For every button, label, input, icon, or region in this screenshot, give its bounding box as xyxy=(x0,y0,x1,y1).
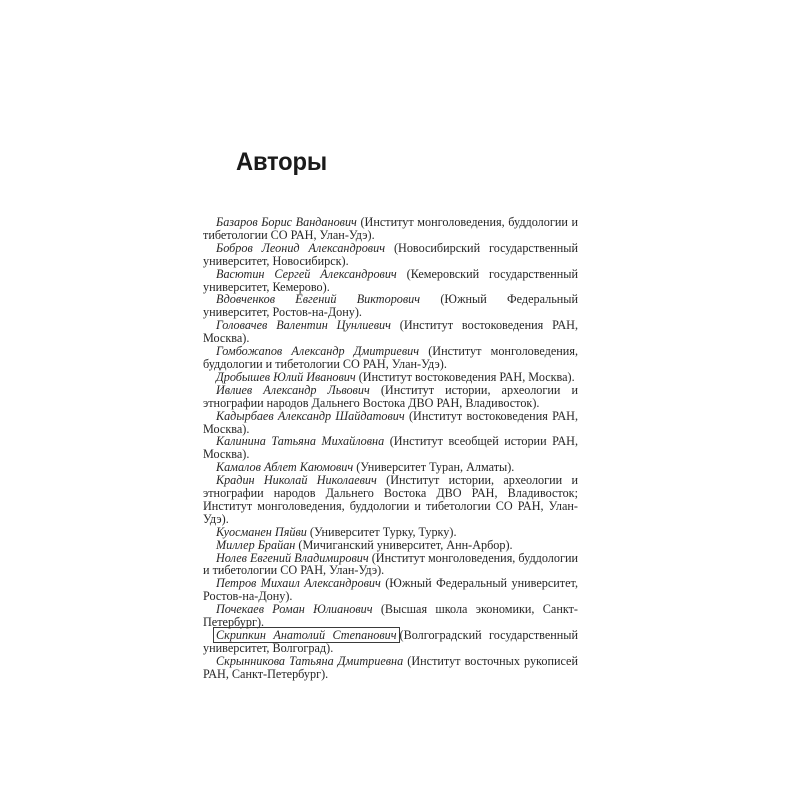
author-entry xyxy=(203,319,578,345)
author-affiliation: (Институт монголоведения, буддологии и тибетологии СО РАН, Улан-Удэ). xyxy=(203,215,579,242)
author-name: Вдовченков Евгений Викторович xyxy=(216,292,421,307)
author-entry xyxy=(203,293,578,319)
author-name: Ивлиев Александр Львович xyxy=(216,382,370,397)
author-entry xyxy=(203,552,578,578)
author-affiliation: (Южный Федеральный университет, Ростов-на-Дону). xyxy=(203,292,579,320)
author-name: Петров Михаил Александрович xyxy=(216,576,381,591)
author-entry xyxy=(203,242,578,268)
author-entry xyxy=(203,384,578,410)
author-affiliation: (Волгоградский государственный университет, Волгоград). xyxy=(203,628,579,655)
author-name: Калинина Татьяна Михайловна xyxy=(216,434,385,449)
author-affiliation: (Университет Туран, Алматы). xyxy=(353,460,515,475)
author-name: Скрынникова Татьяна Дмитриевна xyxy=(216,653,404,668)
author-name: Васютин Сергей Александрович xyxy=(216,266,397,281)
author-affiliation: (Университет Турку, Турку). xyxy=(306,524,457,539)
author-name: Куосманен Пяйви xyxy=(216,524,307,539)
author-affiliation: (Институт истории, археологии и этнографии народов Дальнего Востока ДВО РАН, Владивосток; Институт монголоведения, буддологии и тибетологии СО РАН, Улан-Удэ). xyxy=(203,473,578,526)
author-entry xyxy=(203,410,578,436)
author-entry xyxy=(203,577,578,603)
author-affiliation: (Высшая школа экономики, Санкт-Петербург). xyxy=(203,602,578,630)
author-name: Базаров Борис Ванданович xyxy=(216,215,357,229)
author-name: Нолев Евгений Владимирович xyxy=(216,550,369,565)
author-affiliation: (Институт монголоведения, буддологии и тибетологии СО РАН, Улан-Удэ). xyxy=(203,550,579,578)
page-title: Авторы xyxy=(236,148,327,176)
author-affiliation: (Институт востоковедения РАН, Москва). xyxy=(203,318,578,346)
author-name: Кадырбаев Александр Шайдатович xyxy=(216,408,405,423)
author-name: Крадин Николай Николаевич xyxy=(216,473,377,488)
author-name: Почекаев Роман Юлианович xyxy=(216,602,373,617)
author-name: Гомбожапов Александр Дмитриевич xyxy=(216,344,420,359)
author-entry xyxy=(203,629,578,655)
author-entry xyxy=(203,216,578,242)
author-affiliation: (Институт всеобщей истории РАН, Москва). xyxy=(203,434,578,462)
author-affiliation: (Новосибирский государственный университет, Новосибирск). xyxy=(203,240,578,268)
authors-list xyxy=(203,216,578,681)
author-entry xyxy=(203,435,578,461)
author-name: Головачев Валентин Цунлиевич xyxy=(216,318,391,333)
author-affiliation: (Институт восточных рукописей РАН, Санкт-Петербург). xyxy=(203,653,578,681)
author-name: Дробышев Юлий Иванович xyxy=(216,369,356,384)
author-affiliation: (Кемеровский государственный университет, Кемерово). xyxy=(203,266,578,294)
author-entry xyxy=(203,603,578,629)
author-name: Бобров Леонид Александрович xyxy=(216,240,386,255)
author-name: Камалов Аблет Каюмович xyxy=(216,460,354,475)
author-entry xyxy=(203,474,578,526)
author-affiliation: (Мичиганский университет, Анн-Арбор). xyxy=(295,537,513,552)
author-affiliation: (Южный Федеральный университет, Ростов-на-Дону). xyxy=(203,576,578,604)
author-affiliation: (Институт востоковедения РАН, Москва). xyxy=(355,369,575,384)
author-affiliation: (Институт востоковедения РАН, Москва). xyxy=(203,408,579,436)
author-entry xyxy=(203,345,578,371)
author-name: Скрипкин Анатолий Степанович xyxy=(213,627,400,643)
author-entry xyxy=(203,655,578,681)
author-affiliation: (Институт монголоведения, буддологии и тибетологии СО РАН, Улан-Удэ). xyxy=(203,344,578,371)
author-name: Миллер Брайан xyxy=(216,537,296,552)
author-entry xyxy=(203,268,578,294)
author-affiliation: (Институт истории, археологии и этнографии народов Дальнего Востока ДВО РАН, Владивосток). xyxy=(203,382,579,410)
